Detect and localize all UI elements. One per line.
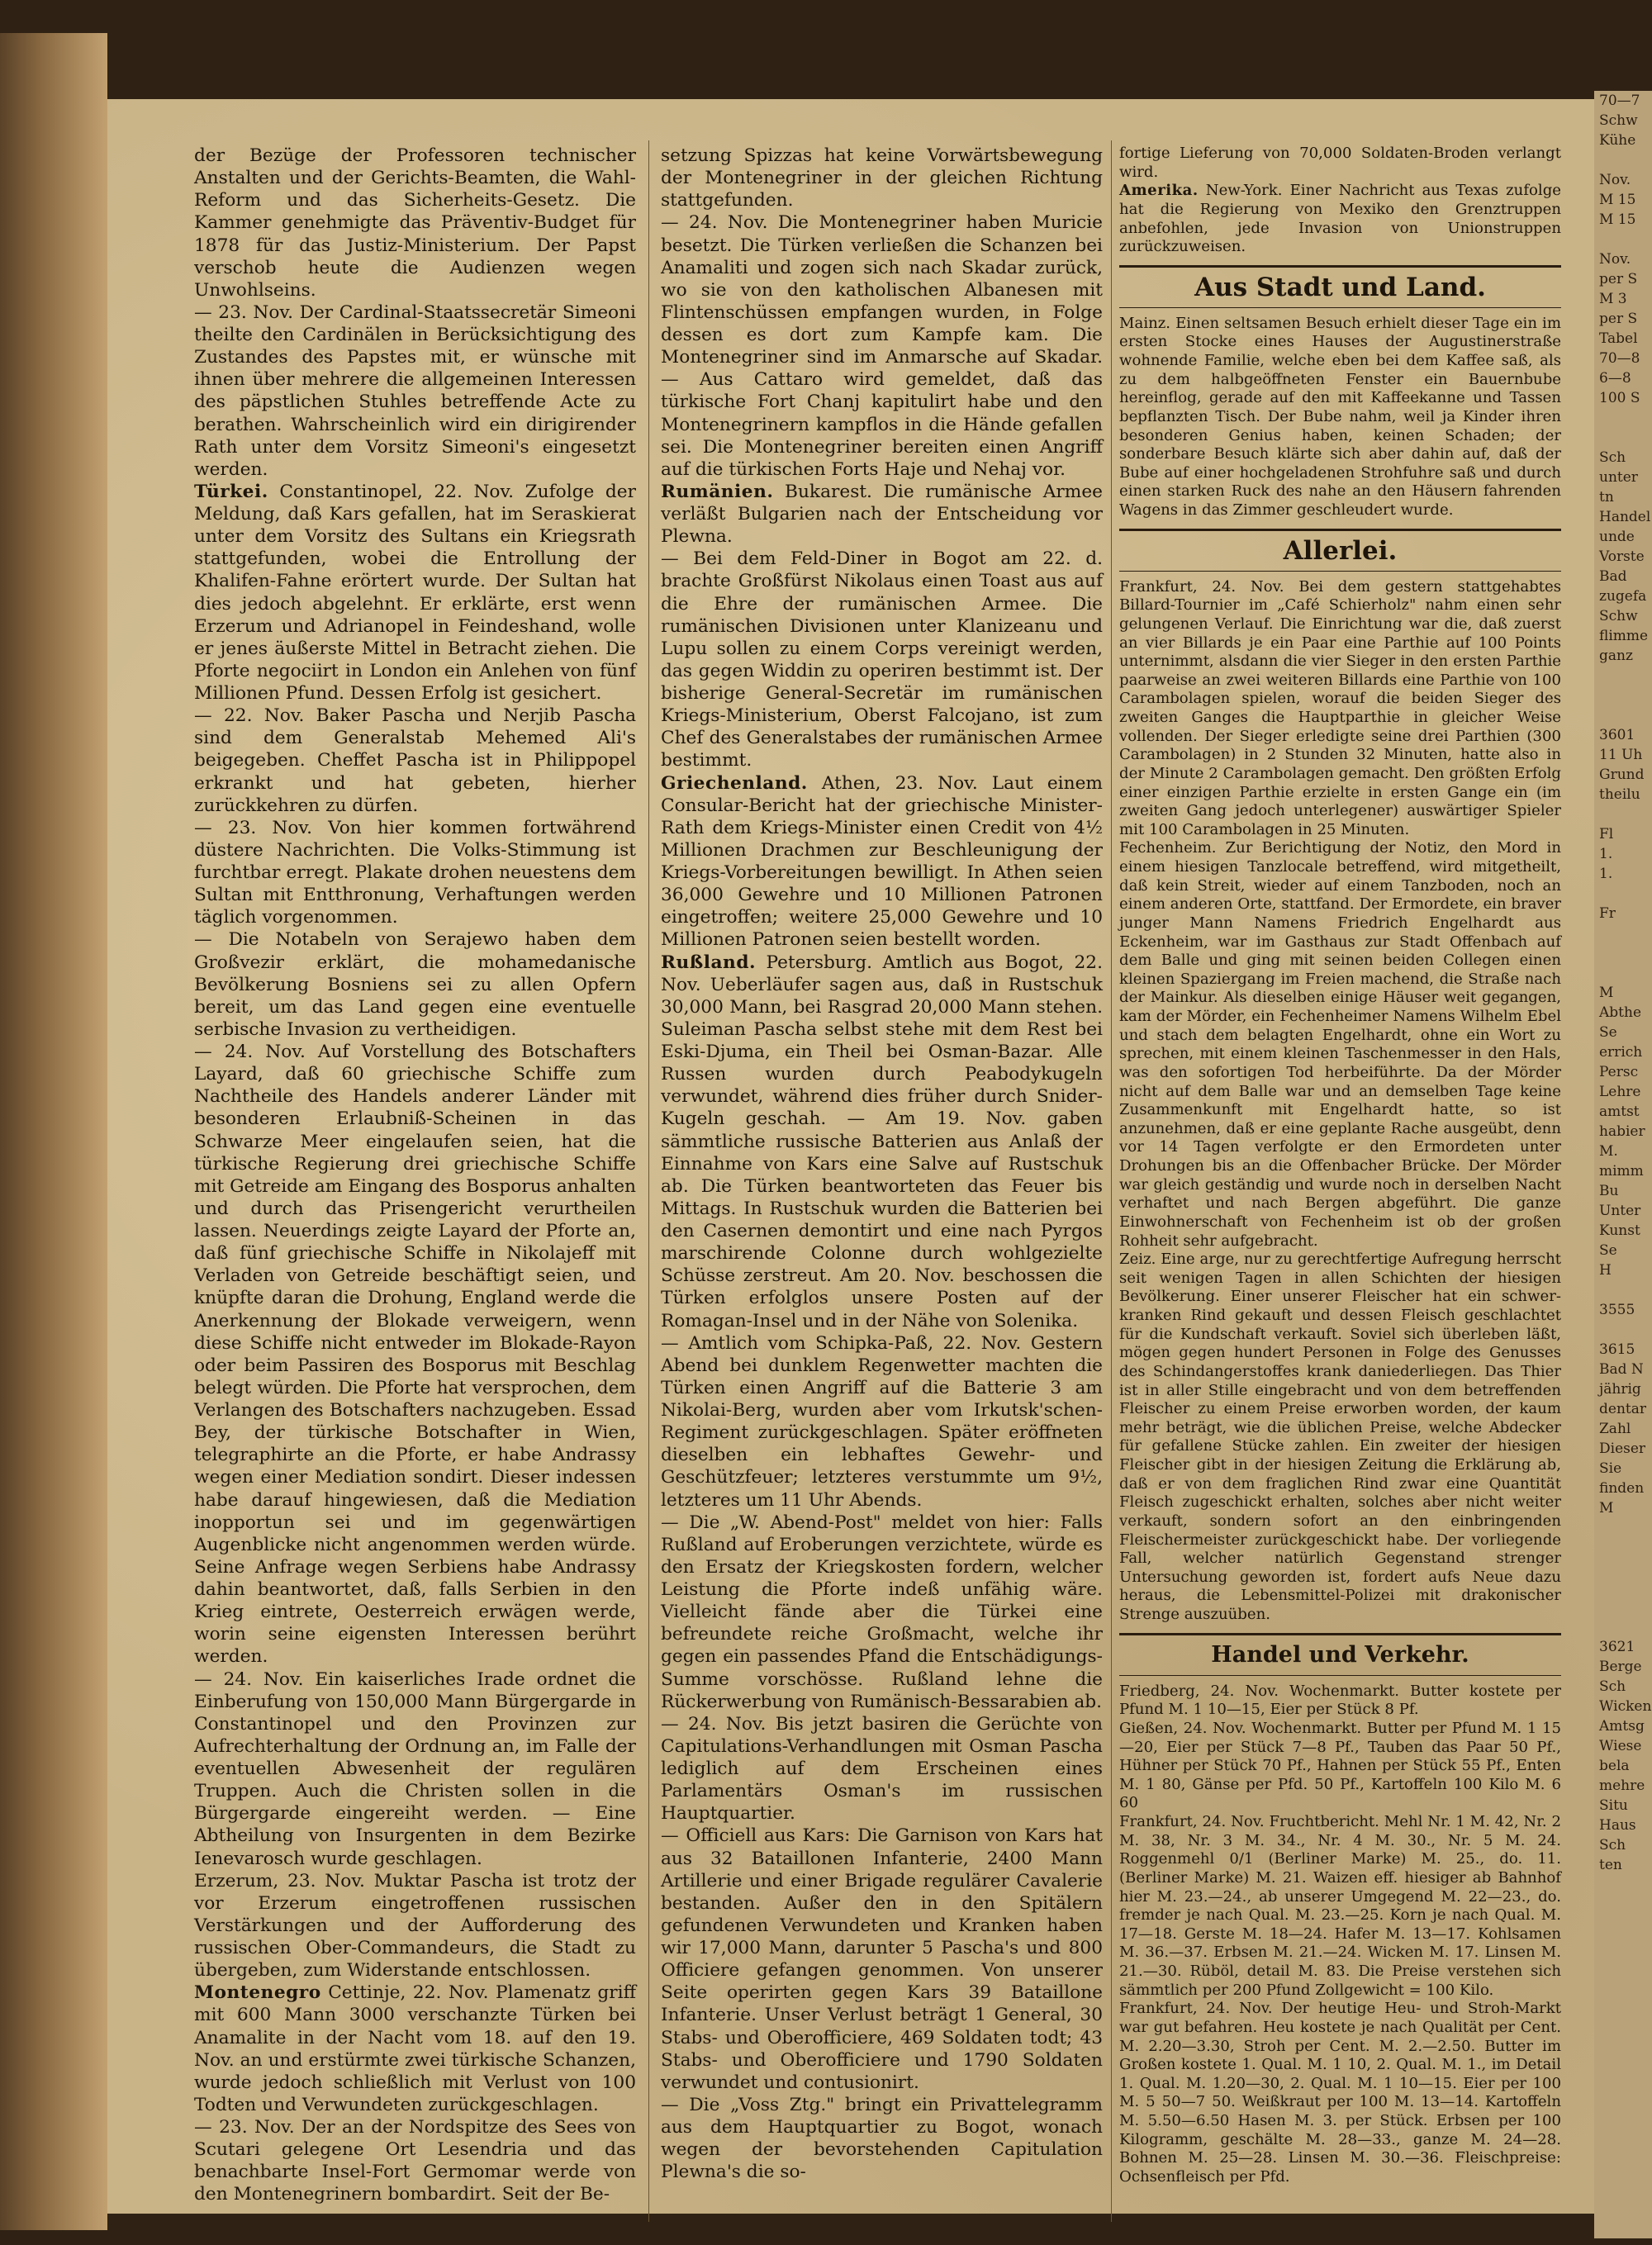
paragraph — [194, 2116, 636, 2206]
column-2 — [661, 145, 1103, 2183]
edge-fragment: amtst — [1599, 1104, 1640, 1120]
paragraph-text: Erzerum, 23. Nov. Muktar Pascha ist trotz der vor Erzerum eingetroffenen russischen Verstärkungen und der Aufforderung des russischen Ober-Commandeurs, die Stadt zu übergeben, zum Widerstande entschlossen. — [194, 1870, 636, 1982]
edge-fragment — [1594, 150, 1652, 170]
edge-fragment — [1594, 1617, 1652, 1637]
edge-fragment: mehre — [1599, 1777, 1645, 1794]
edge-fragment: Haus — [1599, 1817, 1636, 1834]
paragraph — [1119, 182, 1561, 257]
paragraph-text: — Bei dem Feld-Diner in Bogot am 22. d. brachte Großfürst Nikolaus einen Toast aus auf die Ehre der rumänischen Armee. Die rumänischen Divisionen unter Klanizeanu und Lupu sollen zu einem Corps vereinigt werden, das gegen Widdin zu operiren bestimmt ist. Der bisherige General-Secretär im rumänischen Kriegs-Ministerium, Oberst Falcojano, ist zum Chef des Generalstabes der rumänischen Armee bestimmt. — [661, 548, 1103, 771]
paragraph-text: — 24. Nov. Die Montenegriner haben Muricie besetzt. Die Türken verließen die Schanzen bei Anamaliti und zogen sich nach Skadar zurück, wo sie von den katholischen Albanesen mit Flintenschüssen empfangen wurden, in Folge dessen es dort zum Kampfe kam. Die Montenegriner sind im Anmarsche auf Skadar. — Aus Cattaro wird gemeldet, daß das türkische Fort Chanj kapitulirt habe und den Montenegrinern kampflos in die Hände gefallen sei. Die Montenegriner bereiten einen Angriff auf die türkischen Forts Haje und Nehaj vor. — [661, 212, 1103, 480]
edge-fragment: 70—7 — [1599, 93, 1640, 109]
paragraph — [1119, 315, 1561, 520]
edge-fragment: Berge — [1599, 1659, 1642, 1675]
adjacent-page-edge — [1594, 91, 1652, 2238]
edge-fragment — [1594, 1558, 1652, 1578]
edge-fragment: Persc — [1599, 1064, 1639, 1080]
paragraph-text: der Bezüge der Professoren technischer Anstalten und der Gerichts-Beamten, die Wahl-Reform und das Sicherheits-Gesetz. Die Kammer genehmigte das Präventiv-Budget für 1878 für das Justiz-Ministerium. Der Papst verschob heute die Audienzen wegen Unwohlseins. — [194, 145, 636, 301]
paragraph — [661, 481, 1103, 548]
section-title-stadt: Aus Stadt und Land. — [1119, 265, 1561, 308]
edge-fragment — [1594, 1538, 1652, 1558]
paragraph — [661, 772, 1103, 952]
edge-fragment: Situ — [1599, 1797, 1628, 1814]
paragraph-text: Zeiz. Eine arge, nur zu gerechtfertige Aufregung herrscht seit wenigen Tagen in allen Schichten der hiesigen Bevölkerung. Einer unserer Fleischer hat ein schwer-kranken Rind gekauft und dessen Fleisch geschlachtet für die Kundschaft verkauft. Soviel sich überleben läßt, mögen gegen hundert Personen in Folge des Genusses des Schindangerstoffes krank daniederliegen. Das Thier ist in aller Stille eingebracht und von dem betreffenden Fleischer zu einem Preise erworben worden, der kaum mehr beträgt, wie die üblichen Preise, welche Abdecker für gefallene Stücke zahlen. Ein zweiter der hiesigen Fleischer gibt in der hiesigen Zeitung die Erklärung ab, daß er von dem fraglichen Rind zwar eine Quantität Fleisch zugeschickt erhalten, solches aber nicht weiter verkauft, sondern sofort an den einbringenden Fleischermeister zurückgeschickt habe. Der vorliegende Fall, welcher natürlich Gegenstand strenger Untersuchung geworden ist, fordert aufs Neue dazu heraus, die Lebensmittel-Polizei mit drakonischer Strenge auszuüben. — [1119, 1251, 1561, 1623]
edge-fragment: jährig — [1599, 1381, 1641, 1398]
paragraph-text: New-York. Einer Nachricht aus Texas zufolge hat die Regierung von Mexiko den Grenztruppen anbefohlen, jede Invasion von Unionstruppen zurückzuweisen. — [1119, 182, 1561, 256]
edge-fragment: Wiese — [1599, 1738, 1642, 1754]
paragraph-text: — Die „W. Abend-Post" meldet von hier: Falls Rußland auf Eroberungen verzichtete, würde es den Ersatz der Kriegskosten fordern, welcher Leistung die Pforte indeß unfähig wäre. Vielleicht fände aber die Türkei eine befreundete reiche Großmacht, welche ihr gegen ein passendes Pfand die Entschädigungs-Summe vorschösse. Rußland lehne die Rückerwerbung von Rumänisch-Bessarabien ab. — [661, 1512, 1103, 1712]
edge-fragment: Abthe — [1599, 1004, 1641, 1021]
edge-fragment: Bad N — [1599, 1361, 1644, 1378]
edge-fragment: 100 S — [1599, 390, 1640, 406]
paragraph-text: — Die „Voss Ztg." bringt ein Privattelegramm aus dem Hauptquartier zu Bogot, wonach wegen der bevorstehenden Capitulation Plewna's die so- — [661, 2094, 1103, 2183]
edge-fragment: Fl — [1599, 826, 1614, 842]
paragraph-text: Cettinje, 22. Nov. Plamenatz griff mit 600 Mann 3000 verschanzte Türken bei Anamalite in der Nacht vom 18. auf den 19. Nov. an und erstürmte zwei türkische Schanzen, wurde jedoch schließlich mit Verlust von 100 Todten und Verwundeten zurückgeschlagen. — [194, 1982, 636, 2115]
paragraph-heading: Montenegro — [194, 1982, 321, 2004]
edge-fragment: 1. — [1599, 846, 1613, 862]
edge-fragment: Tabel — [1599, 330, 1638, 347]
paragraph-text: fortige Lieferung von 70,000 Soldaten-Broden verlangt wird. — [1119, 145, 1561, 181]
edge-fragment: Kühe — [1599, 132, 1636, 149]
paragraph-text: — 22. Nov. Baker Pascha und Nerjib Pascha sind dem Generalstab Mehemed Ali's beigegeben. Cheffet Pascha ist in Philippopel erkrankt und hat gebeten, hierher zurückkehren zu dürfen. — [194, 705, 636, 816]
edge-fragment: Bu — [1599, 1183, 1619, 1199]
paragraph — [1119, 1251, 1561, 1625]
paragraph — [661, 145, 1103, 211]
paragraph — [194, 145, 636, 301]
paragraph-text: — Officiell aus Kars: Die Garnison von Kars hat aus 32 Bataillonen Infanterie, 2400 Mann Artillerie und einer Brigade regulärer Cavalerie bestanden. Außer den in den Spitälern gefundenen Verwundeten und Kranken haben wir 17,000 Mann, darunter 5 Pascha's und 800 Officiere gefangen genommen. Von unserer Seite operirten gegen Kars 39 Bataillone Infanterie. Unser Verlust beträgt 1 General, 30 Stabs- und Oberofficiere, 469 Soldaten todt; 43 Stabs- und Oberofficiere und 1790 Soldaten verwundet und contusionirt. — [661, 1825, 1103, 2093]
paragraph — [194, 1982, 636, 2116]
edge-fragment: Fr — [1599, 905, 1616, 922]
paragraph-text: — Die Notabeln von Serajewo haben dem Großvezir erklärt, die mohamedanische Bevölkerung Bosniens sei zu allen Opfern bereit, um das Land gegen eine eventuelle serbische Invasion zu vertheidigen. — [194, 929, 636, 1040]
edge-fragment: Schw — [1599, 608, 1638, 624]
edge-fragment: 11 Uh — [1599, 747, 1643, 763]
edge-fragment — [1594, 963, 1652, 983]
edge-fragment — [1594, 1597, 1652, 1617]
book-binding-edge — [0, 33, 107, 2230]
paragraph — [661, 1825, 1103, 2094]
edge-fragment: ten — [1599, 1857, 1622, 1873]
col3-allerlei — [1119, 578, 1561, 1625]
edge-fragment — [1594, 408, 1652, 428]
paragraph-text: Frankfurt, 24. Nov. Fruchtbericht. Mehl Nr. 1 M. 42, Nr. 2 M. 38, Nr. 3 M. 34., Nr. 4 M. 30., Nr. 5 M. 24. Roggenmehl 0/1 (Berliner Marke) M. 25., do. 11. (Berliner Marke) M. 21. Waizen eff. hiesiger ab Bahnhof hier M. 23.—24., ab unserer Umgegend M. 22—23., do. fremder je nach Qual. M. 23.—25. Korn je nach Qual. M. 17—18. Gerste M. 18—24. Hafer M. 13—17. Kohlsamen M. 36.—37. Erbsen M. 21.—24. Wicken M. 17. Linsen M. 21.—30. Rüböl, detail M. 83. Die Preise verstehen sich sämmtlich per 200 Pfund Zollgewicht = 100 Kilo. — [1119, 1813, 1561, 1999]
edge-fragment — [1594, 1280, 1652, 1300]
edge-fragment: Unter — [1599, 1203, 1641, 1219]
edge-fragment: unde — [1599, 529, 1635, 545]
paragraph — [194, 1041, 636, 1668]
column-rule — [648, 140, 649, 2222]
edge-fragment: 3615 — [1599, 1341, 1635, 1358]
edge-fragment: Kunst — [1599, 1222, 1640, 1239]
paragraph-text: — 24. Nov. Ein kaiserliches Irade ordnet die Einberufung von 150,000 Mann Bürgergarde in Constantinopel und den Provinzen zur Aufrechterhaltung der Ordnung an, im Falle der eventuellen Abwesenheit der regulären Truppen. Auch die Christen sollen in die Bürgergarde eingereiht werden. — Eine Abtheilung von Insurgenten in dem Bezirke Ienevarosch wurde geschlagen. — [194, 1668, 636, 1869]
edge-fragment: per S — [1599, 311, 1638, 327]
paragraph — [1119, 578, 1561, 840]
paragraph-heading: Rußland. — [661, 952, 757, 973]
edge-fragment: 1. — [1599, 866, 1613, 882]
edge-fragment: Schw — [1599, 112, 1638, 129]
paragraph — [1119, 145, 1561, 182]
edge-fragment: unter — [1599, 469, 1638, 486]
paragraph — [1119, 2000, 1561, 2186]
edge-fragment: Nov. — [1599, 251, 1631, 268]
paragraph-heading: Rumänien. — [661, 481, 774, 502]
edge-fragment — [1594, 884, 1652, 904]
paragraph — [1119, 1683, 1561, 1720]
paragraph-heading: Amerika. — [1119, 182, 1199, 200]
edge-fragment: 3621 — [1599, 1639, 1635, 1655]
section-title-allerlei: Allerlei. — [1119, 529, 1561, 572]
paragraph — [194, 481, 636, 705]
paragraph — [661, 1332, 1103, 1512]
paragraph — [661, 211, 1103, 481]
paragraph-text: Bukarest. Die rumänische Armee verläßt Bulgarien nach der Entscheidung vor Plewna. — [661, 481, 1103, 548]
edge-fragment: zugefa — [1599, 588, 1647, 605]
edge-fragment: Zahl — [1599, 1421, 1631, 1437]
paragraph-text: Mainz. Einen seltsamen Besuch erhielt dieser Tage ein im ersten Stocke eines Hauses der Augustinerstraße wohnende Familie, welche eben bei dem Kaffee saß, als zu dem halbgeöffneten Fenster ein Bauernbube hereinflog, gerade auf den mit Kaffeekanne und Tassen bepflanzten Tisch. Der Bube nahm, weil ja Kinder ihren besonderen Genius haben, keinen Schaden; der sonderbare Besuch klärte sich aber dahin auf, daß der Bube auf einer hochgeladenen Strohfuhre saß und durch einen starken Ruck des nahe an den Häusern fahrenden Wagens in das Zimmer geschleudert wurde. — [1119, 314, 1561, 519]
paragraph-heading: Türkei. — [194, 481, 268, 502]
paragraph-text: — 24. Nov. Bis jetzt basiren die Gerüchte von Capitulations-Verhandlungen mit Osman Pascha lediglich auf dem Erscheinen eines Parlamentärs Osman's im russischen Hauptquartier. — [661, 1713, 1103, 1825]
paragraph-text: Frankfurt, 24. Nov. Der heutige Heu- und Stroh-Markt war gut befahren. Heu kostete je nach Qualität per Cent. M. 2.20—3.30, Stroh per Cent. M. 2.—2.50. Butter im Großen kostete 1. Qual. M. 1 10, 2. Qual. M. 1., im Detail 1. Qual. M. 1.20—30, 2. Qual. M. 1 10—15. Eier per 100 M. 5 50—7 50. Weißkraut per 100 M. 13—14. Kartoffeln M. 5.50—6.50 Hasen M. 3. per Stück. Erbsen per 100 Kilogramm, geschälte M. 28—33., ganze M. 24—28. Bohnen M. 25—28. Linsen M. 30.—36. Fleischpreise: Ochsenfleisch per Pfd. — [1119, 2000, 1561, 2186]
paragraph-text: Friedberg, 24. Nov. Wochenmarkt. Butter kostete per Pfund M. 1 10—15, Eier per Stück 8 Pf. — [1119, 1682, 1561, 1719]
paragraph — [194, 1668, 636, 1870]
col3-stadt — [1119, 315, 1561, 520]
edge-fragment: Handel — [1599, 509, 1651, 525]
paragraph-text: setzung Spizzas hat keine Vorwärtsbewegung der Montenegriner in der gleichen Richtung stattgefunden. — [661, 145, 1103, 211]
edge-fragment: bela — [1599, 1758, 1630, 1774]
edge-fragment — [1594, 1320, 1652, 1340]
paragraph-text: — 23. Nov. Der Cardinal-Staatssecretär Simeoni theilte den Cardinälen in Berücksichtigung des Zustandes des Papstes mit, er wünsche mit ihnen über mehrere die allgemeinen Interessen des päpstlichen Stuhles betreffende Acte zu berathen. Wahrscheinlich wird ein dirigirender Rath unter dem Vorsitz Simeoni's eingesetzt werden. — [194, 301, 636, 480]
edge-fragment — [1594, 686, 1652, 705]
paragraph — [1119, 839, 1561, 1251]
paragraph — [661, 2094, 1103, 2184]
paragraph-text: — 24. Nov. Auf Vorstellung des Botschafters Layard, daß 60 griechische Schiffe zum Nachtheile des Handels anderer Länder mit besonderen Erlaubniß-Scheinen in das Schwarze Meer eingelaufen seien, hat die türkische Regierung drei griechische Schiffe mit Getreide am Eingang des Bosporus anhalten und durch das Prisengericht verurtheilen lassen. Neuerdings zeigte Layard der Pforte an, daß fünf griechische Schiffe in Nikolajeff mit Verladen von Getreide beschäftigt seien, und knüpfte daran die Drohung, England werde die Anerkennung der Blokade verweigern, wenn diese Schiffe nicht entweder im Blokade-Rayon oder beim Passiren des Bosporus mit Beschlag belegt würden. Die Pforte hat versprochen, dem Verlangen des Botschafters nachzugeben. Essad Bey, der türkische Botschafter in Wien, telegraphirte an die Pforte, er habe Andrassy wegen einer Mediation sondirt. Dieser indessen habe darauf hingewiesen, daß die Mediation inopportun sei und im gegenwärtigen Augenblicke nicht angenommen werden würde. Seine Anfrage wegen Serbiens habe Andrassy dahin beantwortet, daß, falls Serbien in den Krieg eintrete, Oesterreich erwägen werde, worin seine eigensten Interessen berührt werden. — [194, 1042, 636, 1668]
edge-fragment — [1594, 804, 1652, 824]
edge-fragment: 6—8 — [1599, 370, 1631, 387]
edge-fragment: 70—8 — [1599, 350, 1640, 367]
col3-handel — [1119, 1683, 1561, 2187]
edge-fragment: Vorste — [1599, 548, 1645, 565]
edge-fragment: tn — [1599, 489, 1614, 505]
paragraph — [661, 548, 1103, 771]
edge-fragment — [1594, 666, 1652, 686]
paragraph-text: — Amtlich vom Schipka-Paß, 22. Nov. Gestern Abend bei dunklem Regenwetter machten die Türken einen Angriff auf die Batterie 3 am Nikolai-Berg, wurden aber vom Irkutsk'schen-Regiment zurückgeschlagen. Später eröffneten dieselben ein lebhaftes Gewehr- und Geschützfeuer; letzteres verstummte um 9½, letzteres um 11 Uhr Abends. — [661, 1332, 1103, 1511]
edge-fragment: flimme — [1599, 628, 1649, 644]
edge-fragment: Sch — [1599, 449, 1626, 466]
edge-fragment: theilu — [1599, 786, 1640, 803]
edge-fragment: dentar — [1599, 1401, 1646, 1417]
paragraph — [661, 1512, 1103, 1713]
edge-fragment: 3555 — [1599, 1302, 1635, 1318]
paragraph — [1119, 1813, 1561, 2000]
paragraph-heading: Griechenland. — [661, 772, 808, 794]
edge-fragment: Sch — [1599, 1678, 1626, 1695]
paragraph-text: Petersburg. Amtlich aus Bogot, 22. Nov. Ueberläufer sagen aus, daß in Rustschuk 30,000 Mann, bei Rasgrad 20,000 Mann stehen. Suleiman Pascha selbst stehe mit dem Rest bei Eski-Djuma, ein Theil bei Osman-Bazar. Alle Russen wurden durch Peabodykugeln verwundet, während dies früher durch Snider-Kugeln geschah. — Am 19. Nov. gaben sämmtliche russische Batterien aus Anlaß der Einnahme von Kars eine Salve auf Rustschuk ab. Die Türken beantworteten das Feuer bis Mittags. In Rustschuk wurden die Batterien bei den Casernen demontirt und eine nach Pyrgos marschirende Colonne durch wohlgezielte Schüsse zerstreut. Am 20. Nov. beschossen die Türken erfolglos unsere Posten auf der Romagan-Insel und in der Nähe von Solenika. — [661, 952, 1103, 1331]
edge-fragment: finden — [1599, 1480, 1645, 1497]
edge-fragment: H — [1599, 1262, 1612, 1279]
edge-fragment: per S — [1599, 271, 1638, 287]
edge-fragment: Se — [1599, 1024, 1617, 1041]
edge-fragment: Grund — [1599, 767, 1645, 783]
col3-top — [1119, 145, 1561, 257]
section-title-handel: Handel und Verkehr. — [1119, 1633, 1561, 1676]
edge-fragment — [1594, 1518, 1652, 1538]
edge-fragment: Sch — [1599, 1837, 1626, 1853]
edge-fragment: M — [1599, 985, 1614, 1001]
column-rule — [1111, 140, 1112, 2222]
paragraph-text: Athen, 23. Nov. Laut einem Consular-Bericht hat der griechische Minister-Rath dem Kriegs-Minister einen Credit von 4½ Millionen Drachmen zur Beschleunigung der Kriegs-Vorbereitungen bewilligt. In Athen seien 36,000 Gewehre und 10 Millionen Patronen eingetroffen; weitere 25,000 Gewehre und 10 Millionen Patronen seien bestellt worden. — [661, 772, 1103, 951]
column-1 — [194, 145, 636, 2206]
edge-fragment — [1594, 1578, 1652, 1597]
paragraph — [661, 952, 1103, 1332]
edge-fragment: Nov. — [1599, 172, 1631, 188]
paragraph-text: — 23. Nov. Von hier kommen fortwährend düstere Nachrichten. Die Volks-Stimmung ist furchtbar erregt. Plakate drohen neuestens dem Sultan mit Entthronung, Verhaftungen werden täglich vorgenommen. — [194, 817, 636, 928]
paragraph — [194, 928, 636, 1041]
edge-fragment: M. — [1599, 1143, 1618, 1160]
edge-fragment: M 3 — [1599, 291, 1627, 307]
edge-fragment: ganz — [1599, 648, 1633, 664]
edge-fragment: M 15 — [1599, 211, 1636, 228]
paragraph — [194, 1870, 636, 1982]
paragraph-text: Gießen, 24. Nov. Wochenmarkt. Butter per Pfund M. 1 15—20, Eier per Stück 7—8 Pf., Tauben das Paar 50 Pf., Hühner per Stück 70 Pf., Hahnen per Stück 55 Pf., Enten M. 1 80, Gänse per Pfd. 50 Pf., Kartoffeln 100 Kilo M. 6 60 — [1119, 1719, 1561, 1812]
edge-fragment: errich — [1599, 1044, 1643, 1061]
edge-fragment — [1594, 923, 1652, 943]
paragraph-text: Frankfurt, 24. Nov. Bei dem gestern stattgehabtes Billard-Tournier im „Café Schierholz" nahm einen sehr gelungenen Verlauf. Die Einrichtung war die, daß zuerst an vier Billards je ein Paar eine Parthie auf 100 Points unternimmt, alsdann die vier Sieger in den ersten Parthie paarweise an zwei weiteren Billards eine Parthie von 100 Carambolagen spielen, worauf die beiden Sieger des zweiten Ganges die Hauptparthie in gleicher Weise vollenden. Der Sieger erledigte seine drei Parthien (300 Carambolagen) in 2 Stunden 32 Minuten, hatte also in der Minute 2 Carambolagen gemacht. Den größten Erfolg einer einzigen Parthie erzielte in ersten Gange ein (im zweiten Gang jedoch unterlegener) auswärtiger Spieler mit 100 Carambolagen in 25 Minuten. — [1119, 577, 1561, 838]
edge-fragment: habier — [1599, 1123, 1645, 1140]
edge-fragment — [1594, 943, 1652, 963]
edge-fragment: Sie — [1599, 1460, 1622, 1477]
edge-fragment — [1594, 230, 1652, 249]
edge-fragment: Wicken — [1599, 1698, 1652, 1715]
edge-fragment: M 15 — [1599, 192, 1636, 208]
edge-fragment — [1594, 428, 1652, 448]
paragraph-text: Fechenheim. Zur Berichtigung der Notiz, den Mord in einem hiesigen Tanzlocale betreffend, wird mitgetheilt, daß kein Streit, wieder auf einem Tanzboden, noch an einem anderen Orte, stattfand. Der Ermordete, ein braver junger Mann Namens Friedrich Engelhardt aus Eckenheim, war im Gasthaus zur Stadt Offenbach auf dem Balle und ging mit seinen beiden Collegen einen kleinen Spaziergang im Freien machend, die Straße nach der Mainkur. Als dieselben einige Häuser weit gegangen, kam der Mörder, ein Fechenheimer Namens Wilhelm Ebel und stach dem belagten Engelhardt, ohne ein Wort zu sprechen, mit einem kleinen Taschenmesser in den Hals, was den sofortigen Tod herbeiführte. Da der Mörder nicht auf dem Balle war und an demselben Tage keine Zusammenkunft mit Engelhardt hatte, so ist anzunehmen, daß er eine geplante Rache ausgeübt, denn vor 14 Tagen verfolgte er den Ermordeten unter Drohungen bis an die Offenbacher Brücke. Der Mörder war gleich geständig und wurde noch in derselben Nacht verhaftet und nach Bergen abgeführt. Die ganze Einwohnerschaft von Fechenheim ist ob der großen Rohheit sehr aufgebracht. — [1119, 839, 1561, 1250]
edge-fragment: M — [1599, 1500, 1614, 1516]
paragraph — [194, 301, 636, 481]
edge-fragment: Bad — [1599, 568, 1627, 585]
paragraph-text: — 23. Nov. Der an der Nordspitze des Sees von Scutari gelegene Ort Lesendria und das benachbarte Insel-Fort Germomar werde von den Montenegrinern bombardirt. Seit der Be- — [194, 2117, 636, 2205]
column-3 — [1119, 145, 1561, 2187]
edge-fragment: mimm — [1599, 1163, 1644, 1179]
edge-fragment: Se — [1599, 1242, 1617, 1259]
edge-fragment: Dieser — [1599, 1441, 1646, 1457]
edge-fragment: Amtsg — [1599, 1718, 1645, 1735]
edge-fragment: Lehre — [1599, 1084, 1641, 1100]
edge-fragment: 3601 — [1599, 727, 1635, 743]
edge-fragment — [1594, 705, 1652, 725]
paragraph — [194, 705, 636, 817]
paragraph — [661, 1713, 1103, 1825]
paragraph — [1119, 1720, 1561, 1813]
paragraph-text: Constantinopel, 22. Nov. Zufolge der Meldung, daß Kars gefallen, hat im Seraskierat unter dem Vorsitz des Sultans ein Kriegsrath stattgefunden, wobei die Entrollung der Khalifen-Fahne erörtert wurde. Der Sultan hat dies jedoch abgelehnt. Er erklärte, erst wenn Erzerum und Adrianopel in Feindeshand, wolle er jenes äußerste Mittel in Betracht ziehen. Die Pforte negociirt in London ein Anlehen von fünf Millionen Pfund. Dessen Erfolg ist gesichert. — [194, 481, 636, 704]
paragraph — [194, 817, 636, 929]
